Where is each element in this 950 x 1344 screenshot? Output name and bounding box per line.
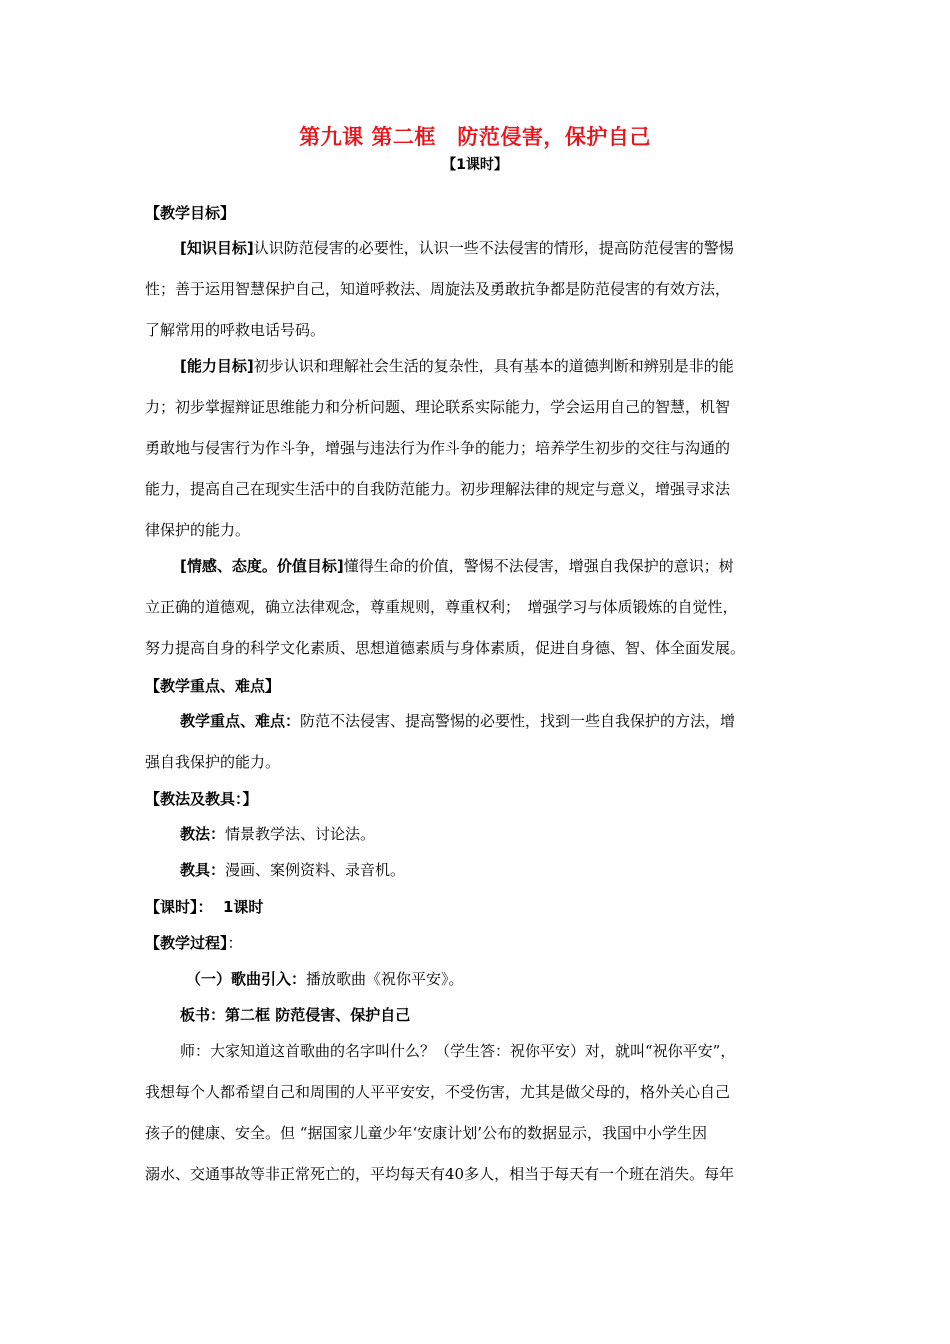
step1-line (186, 969, 464, 989)
emotion-line-2: 立正确的道德观，确立法律观念，尊重规则，尊重权利； 增强学习与体质锻炼的自觉性， (145, 598, 738, 616)
ability-line-2: 力；初步掌握辩证思维能力和分析问题、理论联系实际能力，学会运用自己的智慧，机智 (145, 398, 731, 416)
page-subtitle: 【1课时】 (442, 157, 508, 173)
process-line (145, 933, 243, 953)
ability-line-3: 勇敢地与侵害行为作斗争，增强与违法行为作斗争的能力；培养学生初步的交往与沟通的 (145, 439, 731, 457)
teacher-line-4: 溺水、交通事故等非正常死亡的，平均每天有40多人，相当于每天有一个班在消失。每年 (145, 1165, 735, 1183)
knowledge-line-3: 了解常用的呼救电话号码。 (145, 321, 326, 339)
period-text: 1课时 (222, 898, 264, 916)
keypoints-heading: 【教学重点、难点】 (145, 677, 281, 695)
knowledge-line-2: 性；善于运用智慧保护自己，知道呼救法、周旋法及勇敢抗争都是防范侵害的有效方法， (145, 280, 731, 298)
teacher-line-3: 孩子的健康、安全。但 “据国家儿童少年‘安康计划’公布的数据显示，我国中小学生因 (145, 1124, 707, 1142)
ability-label: [能力目标] (180, 357, 254, 375)
teacher-line-1: 师：大家知道这首歌曲的名字叫什么？（学生答：祝你平安）对，就叫“祝你平安”， (180, 1042, 736, 1060)
emotion-label: [情感、态度。价值目标] (180, 557, 344, 575)
ability-text-1: 初步认识和理解社会生活的复杂性，具有基本的道德判断和辨别是非的能 (253, 357, 734, 375)
process-heading: 【教学过程】 (145, 934, 228, 952)
method-line (180, 824, 375, 844)
period-line (145, 897, 263, 917)
method-text: 情景教学法、讨论法。 (225, 825, 376, 843)
ability-line-1 (180, 356, 734, 376)
process-colon: ： (227, 934, 243, 952)
methods-heading: 【教法及教具：】 (145, 790, 258, 808)
step1-text: 播放歌曲《祝你平安》。 (306, 970, 464, 988)
tools-text: 漫画、案例资料、录音机。 (225, 861, 406, 879)
page-title: 第九课 第二框 防范侵害，保护自己 (299, 125, 651, 149)
tools-line (180, 860, 405, 880)
ability-line-5: 律保护的能力。 (145, 521, 251, 539)
method-label: 教法： (180, 825, 226, 843)
teacher-line-2: 我想每个人都希望自己和周围的人平平安安，不受伤害，尤其是做父母的，格外关心自己 (145, 1083, 731, 1101)
step1-label: （一）歌曲引入： (186, 970, 307, 988)
emotion-line-1 (180, 556, 734, 576)
objectives-heading: 【教学目标】 (145, 204, 236, 222)
knowledge-line-1 (180, 238, 734, 258)
emotion-text-1: 懂得生命的价值，警惕不法侵害，增强自我保护的意识；树 (343, 557, 734, 575)
knowledge-text-1: 认识防范侵害的必要性，认识一些不法侵害的情形，提高防范侵害的警惕 (253, 239, 734, 257)
period-heading: 【课时】： (145, 898, 213, 916)
keypoints-line-1 (180, 711, 735, 731)
emotion-line-3: 努力提高自身的科学文化素质、思想道德素质与身体素质，促进自身德、智、体全面发展。 (145, 639, 746, 657)
board-line: 板书：第二框 防范侵害、保护自己 (180, 1006, 411, 1024)
ability-line-4: 能力，提高自己在现实生活中的自我防范能力。初步理解法律的规定与意义，增强寻求法 (145, 480, 731, 498)
keypoints-line-2: 强自我保护的能力。 (145, 753, 281, 771)
knowledge-label: [知识目标] (180, 239, 254, 257)
keypoints-text-1: 防范不法侵害、提高警惕的必要性，找到一些自我保护的方法，增 (300, 712, 736, 730)
tools-label: 教具： (180, 861, 226, 879)
keypoints-label: 教学重点、难点： (180, 712, 301, 730)
